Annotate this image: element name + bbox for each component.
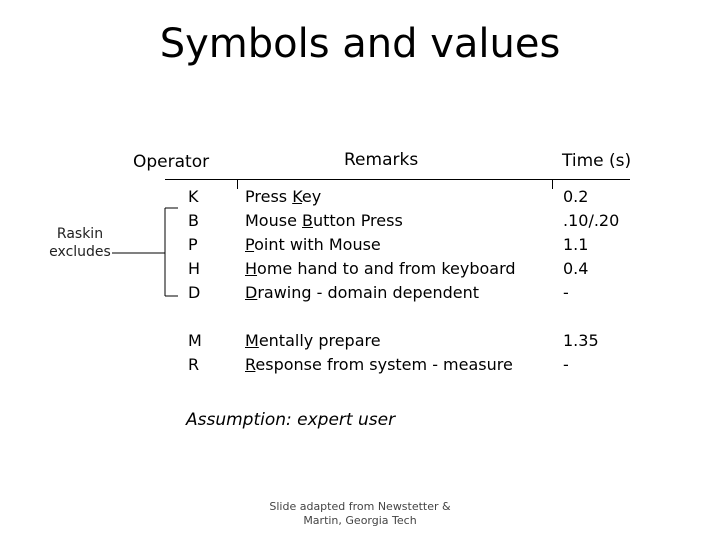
header-remarks: Remarks [344,150,419,170]
time-k: 0.2 [563,187,589,206]
remark-r: Response from system - measure [245,355,513,374]
symbol-m: M [188,331,202,350]
header-time: Time (s) [562,151,632,171]
slide-title: Symbols and values [159,21,561,67]
symbol-d: D [188,283,201,302]
symbol-p: P [188,235,198,254]
raskin-excludes-note: Raskin excludes [49,226,111,260]
remark-d: Drawing - domain dependent [245,283,480,302]
header-operator: Operator [133,152,210,172]
time-h: 0.4 [563,259,589,278]
time-m: 1.35 [563,331,599,350]
remark-b: Mouse Button Press [245,211,403,230]
remark-k: Press Key [245,187,322,206]
time-d: - [563,283,569,302]
remark-h: Home hand to and from keyboard [245,259,516,278]
symbol-b: B [188,211,199,230]
symbol-h: H [188,259,201,278]
time-r: - [563,355,569,374]
symbol-k: K [188,187,199,206]
remark-p: Point with Mouse [245,235,381,254]
time-b: .10/.20 [563,211,620,230]
time-p: 1.1 [563,235,589,254]
remark-m: Mentally prepare [245,331,381,350]
symbol-r: R [188,355,200,374]
slide-footer-credit: Slide adapted from Newstetter & Martin, Georgia Tech [269,500,451,527]
assumption-note: Assumption: expert user [186,410,396,430]
